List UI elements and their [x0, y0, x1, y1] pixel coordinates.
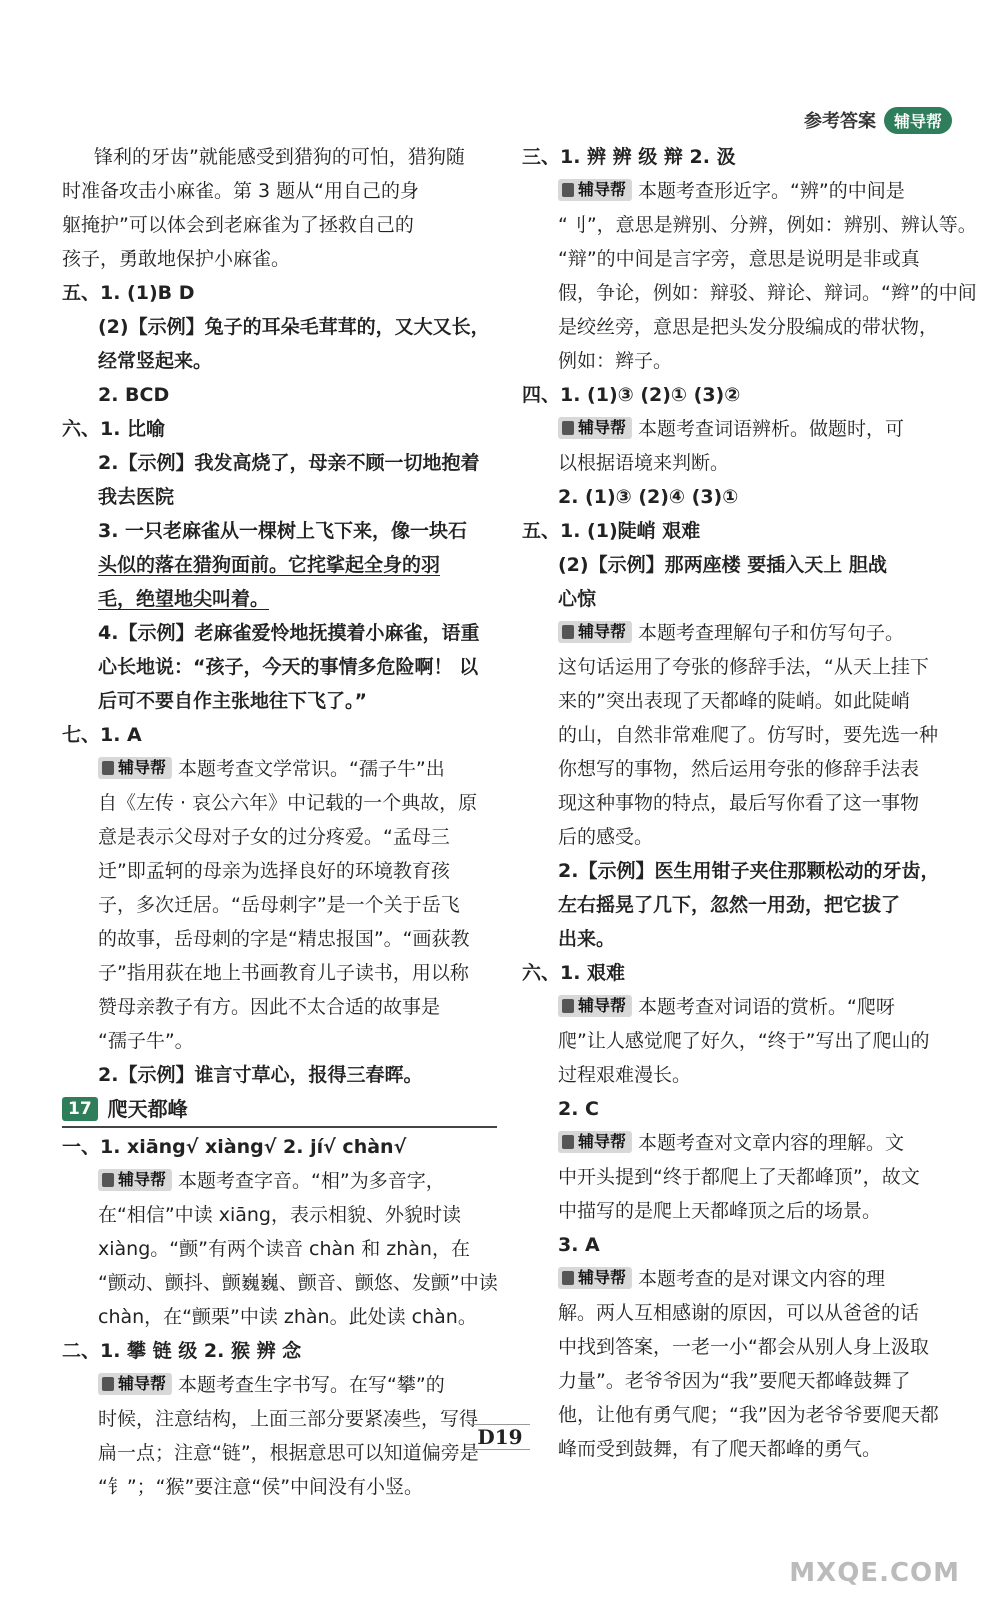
explanation-line [522, 1126, 957, 1160]
right-column [522, 140, 977, 1466]
answer-line: 六、1. 艰难 [522, 962, 626, 984]
explanation-text: 本题考查对文章内容的理解。文 [638, 1132, 905, 1154]
tutor-tag [98, 1169, 172, 1191]
text-line: 你想写的事物，然后运用夸张的修辞手法表 [558, 758, 920, 780]
explanation-line [522, 174, 957, 208]
answer-line: 毛，绝望地尖叫着。 [98, 588, 270, 610]
answer-line: 后可不要自作主张地往下飞了。” [98, 690, 367, 712]
text-line: 在“相信”中读 xiāng，表示相貌、外貌时读 [98, 1204, 461, 1226]
answer-line: 出来。 [558, 928, 616, 950]
tutor-tag-label: 辅导帮 [118, 758, 167, 777]
watermark-text: MXQE.COM [789, 1558, 960, 1588]
explanation-line [62, 1164, 497, 1198]
text-line: 是绞丝旁，意思是把头发分股编成的带状物， [558, 316, 939, 338]
left-column [62, 140, 497, 1504]
text-line: “刂”，意思是辨别、分辨，例如：辨别、辨认等。 [558, 214, 977, 236]
answer-line: 经常竖起来。 [98, 350, 213, 372]
page-number: D19 [470, 1424, 530, 1450]
explanation-line [62, 752, 497, 786]
text-line: 子，多次迁居。“岳母刺字”是一个关于岳飞 [98, 894, 460, 916]
explanation-text: 本题考查对词语的赏析。“爬呀 [638, 996, 895, 1018]
answer-line: (2)【示例】兔子的耳朵毛茸茸的，又大又长， [98, 316, 490, 338]
answer-line: 二、1. 攀 链 级 2. 猴 辨 念 [62, 1340, 302, 1362]
text-line: 他，让他有勇气爬；“我”因为老爷爷要爬天都 [558, 1404, 939, 1426]
tutor-tag [98, 1373, 172, 1395]
explanation-text: 本题考查字音。“相”为多音字， [178, 1170, 445, 1192]
answer-line: (2)【示例】那两座楼 要插入天上 胆战 [558, 554, 887, 576]
tutor-tag [558, 417, 632, 439]
text-line: 子”指用荻在地上书画教育儿子读书，用以称 [98, 962, 469, 984]
tutor-tag-label: 辅导帮 [578, 1132, 627, 1151]
tutor-tag-label: 辅导帮 [118, 1170, 167, 1189]
explanation-text: 本题考查形近字。“辨”的中间是 [638, 180, 905, 202]
text-line: 这句话运用了夸张的修辞手法，“从天上挂下 [558, 656, 929, 678]
answer-line: 2.【示例】我发高烧了，母亲不顾一切地抱着 [98, 452, 480, 474]
explanation-text: 本题考查词语辨析。做题时，可 [638, 418, 905, 440]
text-line: 来的”突出表现了天都峰的陡峭。如此陡峭 [558, 690, 910, 712]
text-line: 时准备攻击小麻雀。第 3 题从“用自己的身 [62, 180, 420, 202]
text-line: 过程艰难漫长。 [558, 1064, 692, 1086]
answer-line: 2. BCD [98, 384, 170, 406]
explanation-line [62, 1368, 497, 1402]
explanation-text: 本题考查文学常识。“孺子牛”出 [178, 758, 445, 780]
explanation-text: 本题考查生字书写。在写“攀”的 [178, 1374, 445, 1396]
book-icon [562, 421, 574, 435]
text-line: 孩子，勇敢地保护小麻雀。 [62, 248, 291, 270]
text-line: 躯掩护”可以体会到老麻雀为了拯救自己的 [62, 214, 414, 236]
answer-line: 三、1. 辨 辨 级 辩 2. 汲 [522, 146, 736, 168]
tutor-tag-label: 辅导帮 [578, 996, 627, 1015]
text-line: xiàng。“颤”有两个读音 chàn 和 zhàn，在 [98, 1238, 470, 1260]
tutor-tag-label: 辅导帮 [578, 418, 627, 437]
answer-line: 我去医院 [98, 486, 175, 508]
tutor-tag-label: 辅导帮 [578, 1268, 627, 1287]
text-line: 扁一点；注意“链”，根据意思可以知道偏旁是 [98, 1442, 479, 1464]
text-line: 假，争论，例如：辩驳、辩论、辩词。“辫”的中间 [558, 282, 977, 304]
lesson-number: 17 [62, 1097, 98, 1121]
answer-line: 2. C [558, 1098, 599, 1120]
answer-line: 2.【示例】医生用钳子夹住那颗松动的牙齿， [558, 860, 940, 882]
answer-line: 4.【示例】老麻雀爱怜地抚摸着小麻雀，语重 [98, 622, 480, 644]
header-label: 参考答案 [803, 111, 876, 132]
text-line: 解。两人互相感谢的原因，可以从爸爸的话 [558, 1302, 920, 1324]
lesson-title-bar [62, 1092, 497, 1128]
answer-line: 头似的落在猎狗面前。它挓挲起全身的羽 [98, 554, 441, 576]
text-line: 现这种事物的特点，最后写你看了这一事物 [558, 792, 920, 814]
text-line: 锋利的牙齿”就能感受到猎狗的可怕，猎狗随 [94, 146, 465, 168]
text-line: 意是表示父母对子女的过分疼爱。“孟母三 [98, 826, 450, 848]
answer-line: 2. (1)③ (2)④ (3)① [558, 486, 739, 508]
text-line: 赞母亲教子有方。因此不太合适的故事是 [98, 996, 441, 1018]
tutor-tag [558, 621, 632, 643]
answer-line: 2.【示例】谁言寸草心，报得三春晖。 [98, 1064, 423, 1086]
text-line: 自《左传 · 哀公六年》中记载的一个典故，原 [98, 792, 478, 814]
answer-line: 3. A [558, 1234, 600, 1256]
text-line: 中描写的是爬上天都峰顶之后的场景。 [558, 1200, 882, 1222]
explanation-text: 本题考查理解句子和仿写句子。 [638, 622, 905, 644]
tutor-tag [558, 1267, 632, 1289]
tutor-tag [558, 1131, 632, 1153]
text-line: “钅”；“猴”要注意“侯”中间没有小竖。 [98, 1476, 424, 1498]
explanation-text: 本题考查的是对课文内容的理 [638, 1268, 886, 1290]
text-line: 迁”即孟轲的母亲为选择良好的环境教育孩 [98, 860, 450, 882]
text-line: 爬”让人感觉爬了好久，“终于”写出了爬山的 [558, 1030, 930, 1052]
text-line: “辩”的中间是言字旁，意思是说明是非或真 [558, 248, 920, 270]
text-line: 中找到答案，一老一小“都会从别人身上汲取 [558, 1336, 929, 1358]
book-icon [562, 625, 574, 639]
answer-line: 左右摇晃了几下，忽然一用劲，把它拔了 [558, 894, 901, 916]
text-line: 以根据语境来判断。 [558, 452, 730, 474]
book-icon [562, 1271, 574, 1285]
book-icon [562, 1135, 574, 1149]
explanation-line [522, 1262, 957, 1296]
answer-line: 四、1. (1)③ (2)① (3)② [522, 384, 741, 406]
text-line: 峰而受到鼓舞，有了爬天都峰的勇气。 [558, 1438, 882, 1460]
text-line: 后的感受。 [558, 826, 654, 848]
answer-line: 一、1. xiāng√ xiàng√ 2. jí√ chàn√ [62, 1136, 407, 1158]
header-brand: 辅导帮 [884, 107, 952, 134]
book-icon [102, 761, 114, 775]
tutor-tag-label: 辅导帮 [118, 1374, 167, 1393]
text-line: 例如：辫子。 [558, 350, 673, 372]
text-line: 力量”。老爷爷因为“我”要爬天都峰鼓舞了 [558, 1370, 911, 1392]
answer-line: 五、1. (1)陡峭 艰难 [522, 520, 701, 542]
answer-line: 七、1. A [62, 724, 142, 746]
header-badge [804, 100, 952, 140]
answer-line: 心长地说：“孩子，今天的事情多危险啊！ 以 [98, 656, 479, 678]
text-line: 的故事，岳母刺的字是“精忠报国”。“画荻教 [98, 928, 470, 950]
text-line: 的山，自然非常难爬了。仿写时，要先选一种 [558, 724, 939, 746]
book-icon [562, 183, 574, 197]
lesson-title: 爬天都峰 [107, 1097, 188, 1121]
answer-line: 六、1. 比喻 [62, 418, 166, 440]
tutor-tag-label: 辅导帮 [578, 180, 627, 199]
explanation-line [522, 990, 957, 1024]
explanation-line [522, 616, 957, 650]
tutor-tag [558, 995, 632, 1017]
tutor-tag [558, 179, 632, 201]
book-icon [102, 1173, 114, 1187]
text-line: “颤动、颤抖、颤巍巍、颤音、颤悠、发颤”中读 [98, 1272, 498, 1294]
text-line: 时候，注意结构，上面三部分要紧凑些，写得 [98, 1408, 479, 1430]
text-line: 中开头提到“终于都爬上了天都峰顶”，故文 [558, 1166, 920, 1188]
explanation-line [522, 412, 957, 446]
answer-line: 五、1. (1)B D [62, 282, 195, 304]
tutor-tag [98, 757, 172, 779]
answer-line: 心惊 [558, 588, 597, 610]
text-line: “孺子牛”。 [98, 1030, 194, 1052]
tutor-tag-label: 辅导帮 [578, 622, 627, 641]
book-icon [562, 999, 574, 1013]
book-icon [102, 1377, 114, 1391]
text-line: chàn，在“颤栗”中读 zhàn。此处读 chàn。 [98, 1306, 477, 1328]
answer-line: 3. 一只老麻雀从一棵树上飞下来，像一块石 [98, 520, 468, 542]
